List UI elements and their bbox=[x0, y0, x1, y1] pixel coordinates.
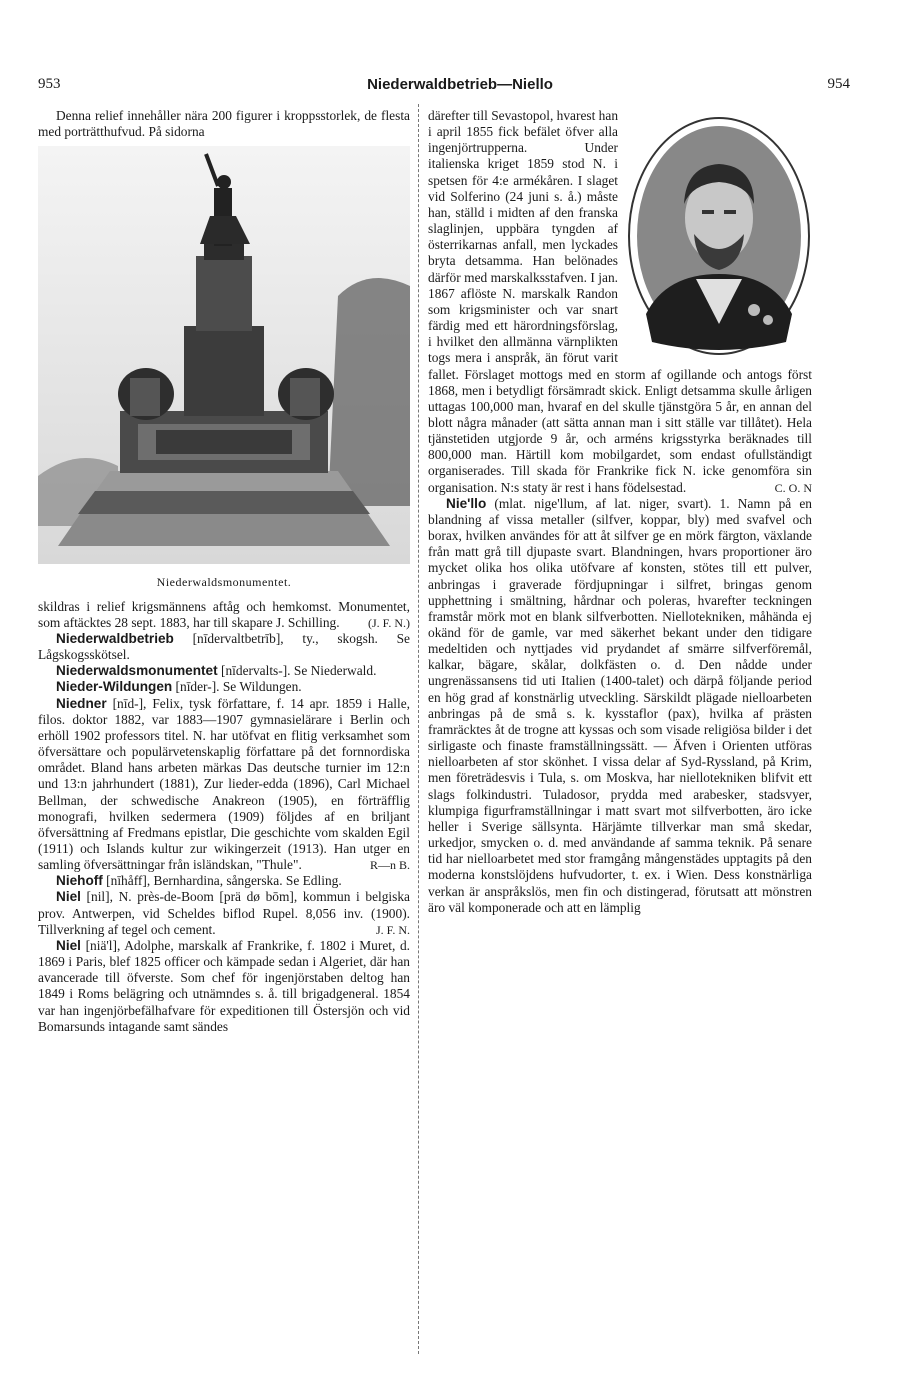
signature: (J. F. N.) bbox=[367, 615, 410, 630]
entry bbox=[38, 889, 410, 937]
entry bbox=[38, 873, 410, 889]
column-divider bbox=[418, 104, 419, 1354]
headword: Niel bbox=[56, 937, 81, 953]
right-column bbox=[428, 108, 812, 916]
headword: Niel bbox=[56, 889, 81, 905]
entry-text: [nīdervalts-]. Se Niederwald. bbox=[217, 663, 377, 679]
headword: Nieder-Wildungen bbox=[56, 679, 173, 695]
entry-text: [nīd-], Felix, tysk författare, f. 14 apr. 1859 i Halle, filos. doktor 1882, var 1883—1907 gymnasielärare i Berlin och erhöll 1902 professors titel. N. har utöfvat en flitig verksamhet som öfversättare och populärvetenskaplig författare på det fornnordiska området. Bland hans arbeten märkas Das deutsche turnier im 12:n und 13:n jahrhundert (1881), Zur lieder-edda (1896), Carl Michael Bellman, der schwedische Anakreon (1905), en förträfflig monografi, hvilken sedermera (1909) följdes af en briljant öfversättning af Fredmans epistlar, Die geschichte vom skalden Egil (1911) och Islands kultur zur wikingerzeit (1913). Han utger en samling öfversättningar från isländskan, "Thule". bbox=[38, 695, 410, 873]
paragraph-text: därefter till Sevastopol, hvarest han i april 1855 fick befälet öfver alla ingenjörtrupperna. Under italienska kriget 1859 stod N. i spetsen för 4:e armékåren. I slaget vid Solferino (24 juni s. å.) måste han, ställd i midten af den franska slaglinjen, uppbära tyngden af österrikarnas anfall, men lyckades bryta detsamma. Han belönades därför med marskalksstafven. I jan. 1867 aflöste N. marskalk Randon som krigsminister och var snart färdig med ett härordningsförslag, i hvilket den allmänna värnplikten togs mera i anspråk, än förut varit fallet. Förslaget mottogs med en storm af ogillande och antogs först 1868, men i betydligt försämradt skick. Enligt detsamma skulle årligen uttagas 100,000 man, hvaraf en del skulle tjänstgöra 5 år, en annan del blott några månader (att sätta annan man i sitt ställe var tillåtet). Hela tjänstetiden utgjorde 9 år, och arméns krigsstyrka beräknades till 800,000 man. Härtill kom mobilgardet, som endast ofullständigt organiserades. Till skada för Frankrike fick N. icke genomföra sin organisation. N:s staty är rest i hans födelsestad. bbox=[428, 108, 812, 495]
entry bbox=[38, 631, 410, 663]
signature: R—n B. bbox=[369, 858, 410, 873]
figure-caption: Niederwaldsmonumentet. bbox=[156, 575, 292, 590]
headword: Niedner bbox=[56, 695, 107, 711]
entry bbox=[38, 679, 410, 695]
signature: C. O. N bbox=[774, 480, 812, 495]
entry-text: [nīhåff], Bernhardina, sångerska. Se Edling. bbox=[102, 873, 342, 889]
entry-text: [nīder-]. Se Wildungen. bbox=[172, 679, 302, 695]
monument-photo bbox=[38, 146, 410, 564]
entry bbox=[38, 696, 410, 874]
entry bbox=[38, 663, 410, 679]
figure-monument bbox=[38, 146, 410, 590]
paragraph bbox=[428, 108, 812, 496]
paragraph bbox=[38, 599, 410, 631]
headword: Niederwaldsmonumentet bbox=[56, 663, 218, 679]
headword: Niederwaldbetrieb bbox=[56, 630, 174, 646]
signature: J. F. N. bbox=[375, 922, 410, 937]
headword: Nie'llo bbox=[446, 495, 487, 511]
paragraph-text: skildras i relief krigsmännens aftåg och hemkomst. Monumentet, som aftäcktes 28 sept. 1883, har till skapare J. Schilling. bbox=[38, 598, 410, 630]
left-column bbox=[38, 108, 410, 1035]
entry-text: [niä'l], Adolphe, marskalk af Frankrike, f. 1802 i Muret, d. 1869 i Paris, blef 1825 officer och kämpade sedan i Algeriet, där han avancerade till öfverste. Som chef för ingenjörstaben deltog han 1849 i Roms belägring och utnämndes s. å. till brigadgeneral. 1854 var han ingenjörbefälhafvare för expeditionen till Östersjön och vid Bomarsunds intagande samt sändes bbox=[38, 937, 410, 1034]
running-title: Niederwaldbetrieb—Niello bbox=[367, 76, 553, 93]
portrait-image bbox=[626, 114, 812, 358]
page-number-right: 954 bbox=[827, 76, 850, 92]
paragraph: Denna relief innehåller nära 200 figurer i kroppsstorlek, de flesta med porträtthufvud. På sidorna bbox=[38, 108, 410, 140]
headword: Niehoff bbox=[56, 873, 103, 889]
entry-text: [nil], N. près-de-Boom [prä dø bōm], kommun i belgiska prov. Antwerpen, vid Scheldes biflod Rupel. 8,056 inv. (1900). Tillverkning af tegel och cement. bbox=[38, 889, 410, 937]
entry bbox=[38, 938, 410, 1035]
page-number-left: 953 bbox=[38, 76, 61, 92]
entry-text: [nīdervaltbetrīb], ty., skogsh. Se Lågskogsskötsel. bbox=[38, 630, 410, 663]
entry bbox=[428, 496, 812, 916]
entry-text: (mlat. nige'llum, af lat. niger, svart). 1. Namn på en blandning af vissa metaller (silfver, koppar, bly) med svafvel och borax, hvilken användes för att åt silfver ge en mörk färgton, växlande från matt grå till djupaste svart. Blandningen, hvars proportioner äro mycket olika hos olika utöfvare af konsten, stötes till ett pulver, anbringas i graverade fördjupningar i silfret, bringas genom upphettning i smältning, hårdnar och poleras, hvarefter teckningen framstår mörk mot en blank silfverbotten. Niellotekniken, måhända ej okänd för de gamle, var med säkerhet bekant under den tidigare medeltiden och nyttjades vid prydandet af smärre silfverföremål, kalkar, bägare, skålar, dolkfästen o. d. Den nådde under ungrenässansens tid uti Italien (1400-talet) och därpå följande period en hög grad af konstnärlig utveckling. Särskildt plägade nielloarbeten anbringas på de små s. k. kysstaflor (pax), hvilka af prästen framräcktes åt de trogne att kyssas och som visade religiösa bilder i det sirligaste och finaste framställningssätt. — Äfven i Orienten utföras nielloarbeten af stor skönhet. I vissa delar af Syd-Ryssland, på Krim, men företrädesvis i Tula, s. om Moskva, har niellotekniken blifvit ett slags folkindustri. Tuladosor, prydda med arabesker, stadsvyer, klumpiga figurframställningar i matt svart mot silfverbotten, äro icke heller i Sverige sällsynta. Härjämte tillverkar man små skedar, urkedjor, smycken o. d. med användande af samma teknik. På senare tid har nielloarbetet med stor framgång mångenstädes upptagits på den moderna konstslöjdens hufvudorter, t. ex. i Wien. Dess konstnärliga verkan är anspråkslös, men fin och distingerad, förutsatt att mönstren äro väl komponerade och att en lämplig bbox=[428, 495, 812, 915]
